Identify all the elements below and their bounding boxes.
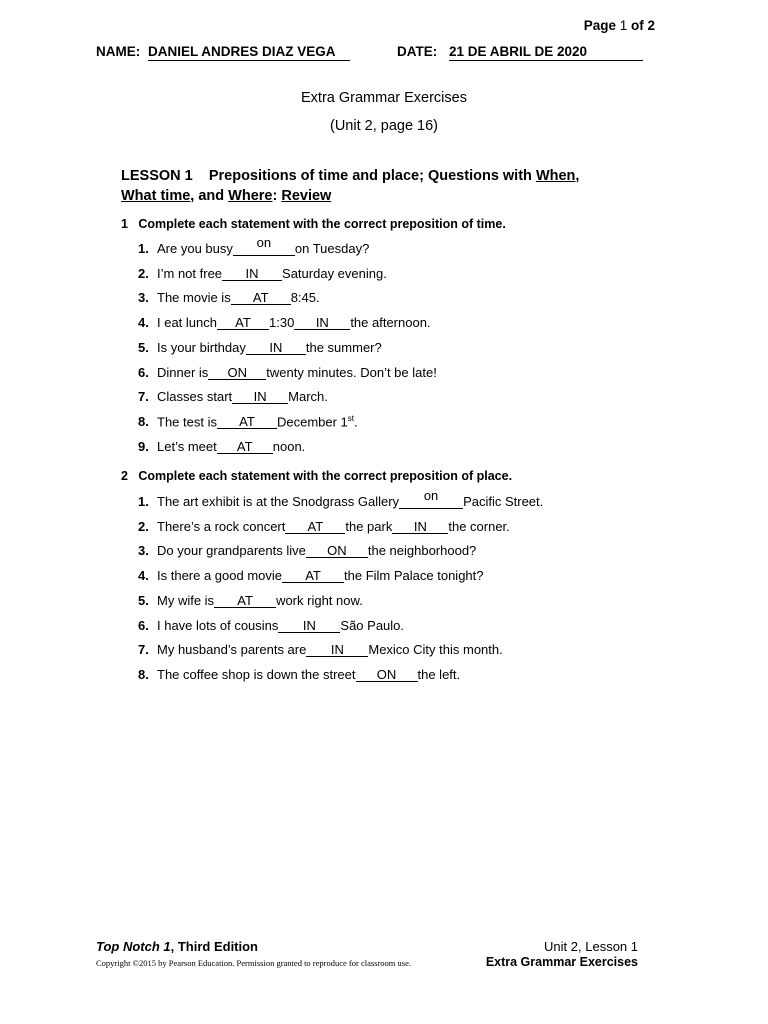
answer-blank[interactable]	[294, 316, 350, 330]
exercise-item	[138, 543, 476, 561]
answer-text: AT	[237, 592, 253, 608]
exercise-item	[138, 618, 404, 636]
item-text: The art exhibit is at the Snodgrass Gallery	[157, 494, 400, 509]
item-text: Do your grandparents live	[157, 543, 306, 559]
exercise-item	[138, 488, 544, 512]
answer-blank[interactable]	[306, 643, 368, 657]
item-number: 1.	[138, 241, 149, 256]
exercise-item	[138, 414, 358, 432]
item-text: São Paulo.	[340, 617, 405, 633]
item-text: Saturday evening.	[282, 265, 387, 281]
item-text: Is your birthday	[157, 339, 246, 355]
exercise-item	[138, 266, 387, 284]
exercise-item	[138, 593, 363, 611]
exercise-item	[138, 290, 320, 308]
item-number: 4.	[138, 568, 149, 584]
item-number: 2.	[138, 265, 149, 281]
footer-book: Top Notch 1, Third Edition	[96, 939, 259, 954]
answer-blank[interactable]	[392, 520, 448, 534]
item-text: 8:45.	[290, 290, 320, 306]
item-text: noon.	[272, 438, 306, 454]
answer-blank[interactable]	[278, 619, 340, 633]
lesson-heading: LESSON 1 Prepositions of time and place; Questions with When,	[121, 168, 580, 184]
item-text: I have lots of cousins	[157, 617, 279, 633]
section-1-heading: 1 Complete each statement with the correct preposition of time.	[121, 217, 506, 231]
item-text: December 1	[276, 414, 348, 430]
date-label: DATE:	[397, 44, 438, 59]
exercise-item	[138, 439, 305, 457]
item-text: My husband’s parents are	[157, 642, 307, 658]
page-title: Extra Grammar Exercises	[301, 90, 467, 106]
answer-text: IN	[253, 389, 267, 405]
item-text: the park	[345, 518, 393, 534]
answer-text: ON	[327, 543, 347, 559]
exercise-item	[138, 315, 431, 333]
answer-blank[interactable]	[231, 291, 291, 305]
answer-blank[interactable]	[208, 366, 266, 380]
item-text: the left.	[417, 666, 461, 682]
item-text: Are you busy	[157, 241, 233, 256]
item-text: .	[354, 414, 358, 430]
answer-blank[interactable]	[246, 341, 306, 355]
exercise-item	[138, 340, 382, 358]
answer-text: IN	[413, 518, 427, 534]
item-number: 7.	[138, 642, 149, 658]
exercise-item	[138, 568, 484, 586]
exercise-item	[138, 642, 503, 660]
page-subtitle: (Unit 2, page 16)	[329, 118, 438, 134]
answer-text: IN	[302, 617, 316, 633]
item-text: the summer?	[305, 339, 382, 355]
item-text: There’s a rock concert	[157, 518, 286, 534]
page-number: Page 1 of 2	[583, 18, 655, 33]
footer-unit: Unit 2, Lesson 1	[544, 939, 638, 954]
item-number: 3.	[138, 290, 149, 306]
item-number: 6.	[138, 364, 149, 380]
answer-text: AT	[239, 414, 255, 430]
item-text: the neighborhood?	[367, 543, 477, 559]
answer-text: AT	[305, 568, 321, 584]
section-2-heading: 2 Complete each statement with the correct preposition of place.	[121, 469, 513, 483]
item-number: 7.	[138, 389, 149, 405]
item-text: The test is	[157, 414, 217, 430]
item-text: Let’s meet	[157, 438, 217, 454]
item-number: 5.	[138, 592, 149, 608]
item-text: work right now.	[276, 592, 363, 608]
item-text: the corner.	[448, 518, 510, 534]
answer-blank[interactable]	[356, 668, 418, 682]
item-text: twenty minutes. Don’t be late!	[266, 364, 437, 380]
answer-text: AT	[236, 438, 253, 454]
answer-blank[interactable]	[217, 440, 273, 454]
item-text: The coffee shop is down the street	[157, 666, 356, 682]
answer-text: on	[256, 235, 272, 250]
item-text: Dinner is	[157, 364, 209, 380]
item-number: 4.	[138, 315, 149, 331]
answer-text: IN	[330, 642, 344, 658]
footer-copyright: Copyright ©2015 by Pearson Education. Permission granted to reproduce for classroom use.	[96, 958, 411, 968]
item-number: 1.	[138, 494, 149, 509]
exercise-item	[138, 667, 460, 685]
answer-blank[interactable]	[282, 569, 344, 583]
name-label: NAME:	[96, 44, 141, 59]
answer-blank[interactable]	[233, 235, 295, 256]
item-number: 9.	[138, 438, 149, 454]
exercise-item	[138, 389, 328, 407]
answer-text: on	[423, 488, 439, 503]
item-text: I eat lunch	[157, 315, 217, 331]
answer-blank[interactable]	[232, 390, 288, 404]
answer-text: AT	[235, 315, 251, 331]
item-text: I’m not free	[157, 265, 223, 281]
lesson-heading-line2: What time, and Where: Review	[121, 188, 332, 204]
answer-text: ON	[376, 666, 397, 682]
answer-blank[interactable]	[222, 267, 282, 281]
item-text: the Film Palace tonight?	[344, 568, 484, 584]
ordinal-suffix: st	[347, 413, 355, 423]
date-value: 21 DE ABRIL DE 2020	[449, 44, 643, 61]
item-text: Classes start	[157, 389, 233, 405]
item-number: 8.	[138, 666, 149, 682]
answer-blank[interactable]	[217, 316, 269, 330]
answer-text: AT	[307, 518, 324, 534]
item-number: 3.	[138, 543, 149, 559]
answer-blank[interactable]	[214, 594, 276, 608]
item-text: Is there a good movie	[157, 568, 283, 584]
answer-blank[interactable]	[285, 520, 345, 534]
answer-text: IN	[269, 339, 283, 355]
answer-text: ON	[227, 364, 248, 380]
item-text: Pacific Street.	[463, 494, 544, 509]
exercise-item	[138, 519, 510, 537]
answer-blank[interactable]	[399, 488, 463, 509]
answer-text: IN	[315, 315, 329, 331]
item-text: 1:30	[269, 315, 295, 331]
item-number: 5.	[138, 339, 149, 355]
item-text: the afternoon.	[350, 315, 431, 331]
item-number: 2.	[138, 518, 149, 534]
item-text: March.	[288, 389, 328, 405]
item-number: 6.	[138, 617, 149, 633]
name-value: DANIEL ANDRES DIAZ VEGA	[148, 44, 350, 61]
item-text: My wife is	[157, 592, 215, 608]
answer-text: IN	[245, 265, 259, 281]
item-number: 8.	[138, 414, 149, 430]
answer-blank[interactable]	[217, 415, 277, 429]
item-text: The movie is	[157, 290, 231, 306]
answer-blank[interactable]	[306, 544, 368, 558]
answer-text: AT	[252, 290, 269, 306]
exercise-item	[138, 365, 437, 383]
item-text: on Tuesday?	[294, 241, 370, 256]
exercise-item	[138, 235, 370, 259]
footer-exercises: Extra Grammar Exercises	[485, 955, 638, 969]
item-text: Mexico City this month.	[368, 642, 503, 658]
